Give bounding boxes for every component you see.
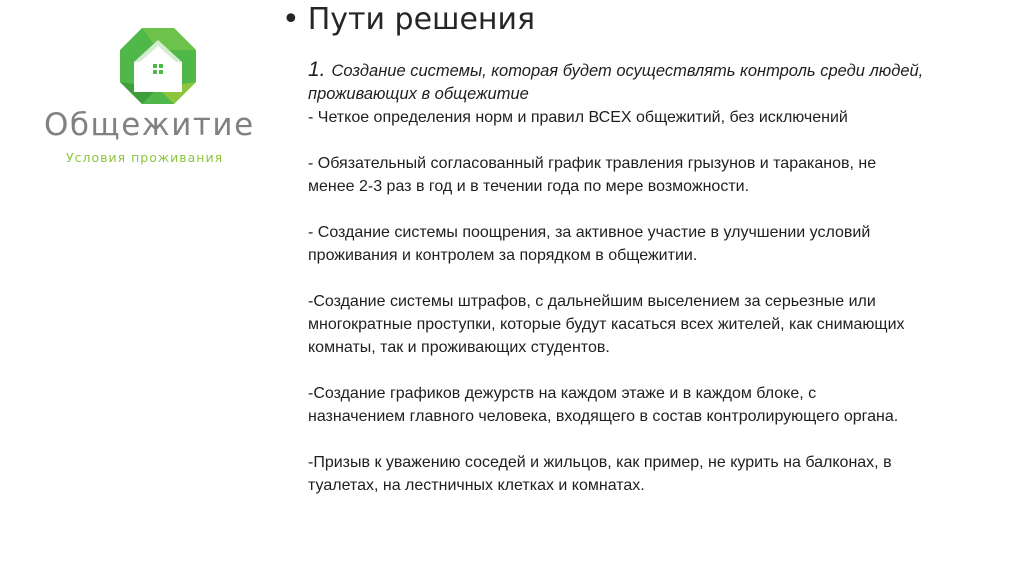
section-number: 1. (308, 58, 326, 81)
item-line: - Создание системы поощрения, за активное участие в улучшении условий (308, 224, 871, 241)
section-title-line-1: Создание системы, которая будет осуществлять контроль среди людей, (331, 62, 924, 80)
list-item (308, 106, 1024, 129)
item-line: туалетах, на лестничных клетках и комнатах. (308, 477, 645, 494)
list-item (308, 221, 1024, 267)
body-text (308, 58, 1024, 497)
bullet: • (282, 2, 300, 37)
logo-subtitle: Условия проживания (66, 150, 224, 165)
section-title (308, 58, 1024, 83)
item-line: - Обязательный согласованный график травления грызунов и тараканов, не (308, 155, 877, 172)
item-line: многократные проступки, которые будут касаться всех жителей, как снимающих (308, 316, 905, 333)
section-title-line-2-row (308, 83, 1024, 106)
list-item (308, 290, 1024, 359)
slide-heading (282, 2, 535, 38)
list-item (308, 451, 1024, 497)
house-octagon-icon (120, 28, 196, 104)
item-line: -Создание графиков дежурств на каждом этаже и в каждом блоке, с (308, 385, 817, 402)
item-line: менее 2-3 раз в год и в течении года по мере возможности. (308, 178, 750, 195)
item-line: проживания и контролем за порядком в общежитии. (308, 247, 698, 264)
section-title-line-2: проживающих в общежитие (308, 85, 529, 103)
logo-title: Общежитие (44, 107, 255, 143)
list-item (308, 152, 1024, 198)
item-line: -Создание системы штрафов, с дальнейшим выселением за серьезные или (308, 293, 876, 310)
list-item (308, 382, 1024, 428)
item-line: комнаты, так и проживающих студентов. (308, 339, 610, 356)
item-line: -Призыв к уважению соседей и жильцов, как пример, не курить на балконах, в (308, 454, 892, 471)
item-line: - Четкое определения норм и правил ВСЕХ общежитий, без исключений (308, 109, 848, 126)
heading-title: Пути решения (307, 2, 536, 37)
item-line: назначением главного человека, входящего в состав контролирующего органа. (308, 408, 899, 425)
